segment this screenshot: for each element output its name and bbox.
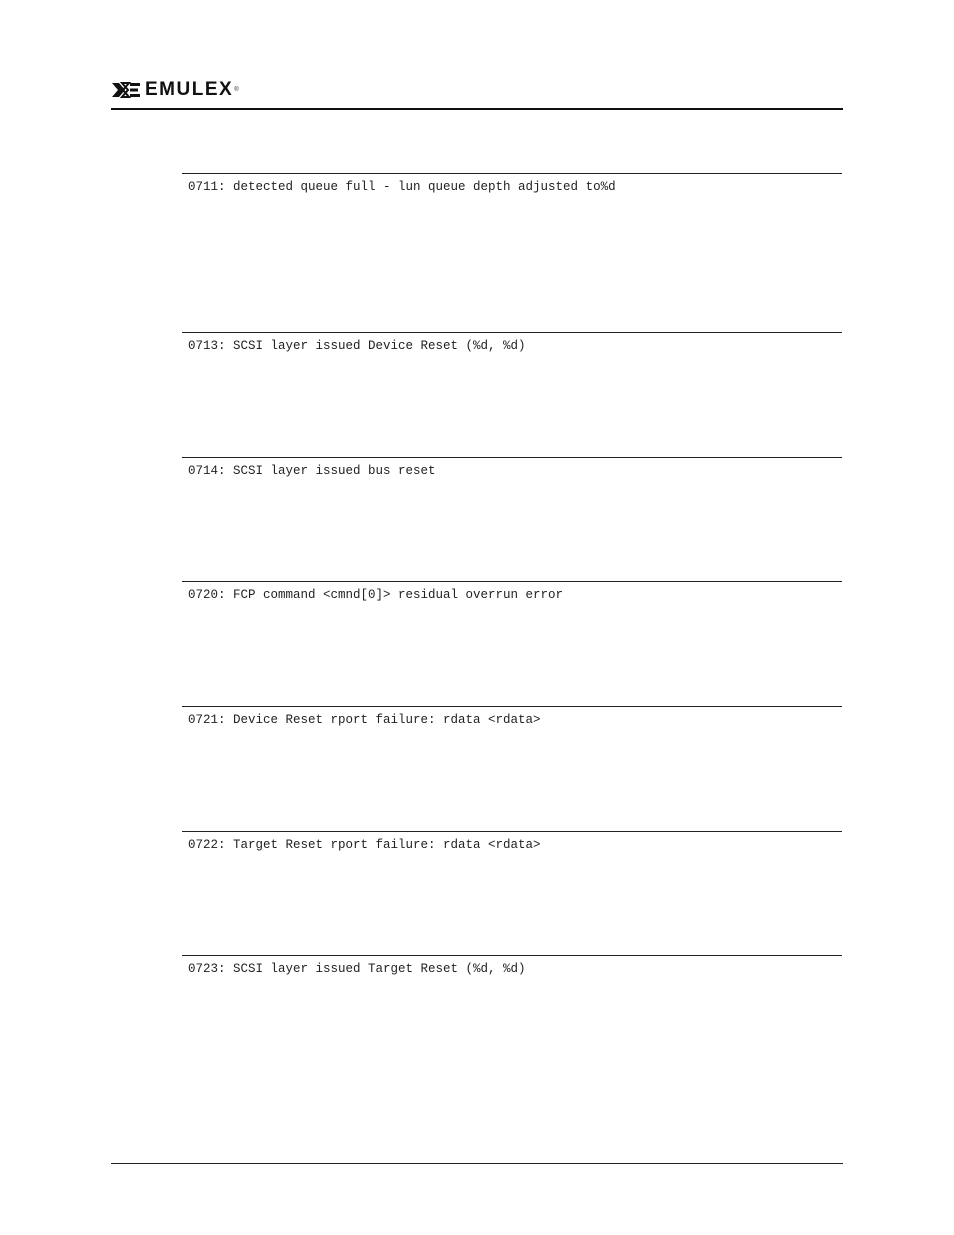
emulex-logo-icon [111, 82, 141, 98]
message-text: 0720: FCP command <cmnd[0]> residual overrun error [188, 588, 564, 602]
message-entry-0723 [182, 955, 842, 976]
message-text: 0723: SCSI layer issued Target Reset (%d, %d) [188, 962, 526, 976]
message-text: 0713: SCSI layer issued Device Reset (%d, %d) [188, 339, 526, 353]
message-text: 0721: Device Reset rport failure: rdata <rdata> [188, 713, 541, 727]
message-entry-0722 [182, 831, 842, 852]
message-entry-0711 [182, 173, 842, 194]
message-entry-0720 [182, 581, 842, 602]
trademark-symbol: ® [234, 87, 239, 93]
message-entry-0713 [182, 332, 842, 353]
brand-name: EMULEX [145, 79, 234, 100]
message-text: 0711: detected queue full - lun queue depth adjusted to%d [188, 180, 616, 194]
footer-rule [111, 1163, 843, 1164]
message-text: 0714: SCSI layer issued bus reset [188, 464, 436, 478]
message-text: 0722: Target Reset rport failure: rdata <rdata> [188, 838, 541, 852]
header-rule [111, 108, 843, 110]
emulex-logo [111, 80, 239, 100]
message-entry-0721 [182, 706, 842, 727]
message-entry-0714 [182, 457, 842, 478]
